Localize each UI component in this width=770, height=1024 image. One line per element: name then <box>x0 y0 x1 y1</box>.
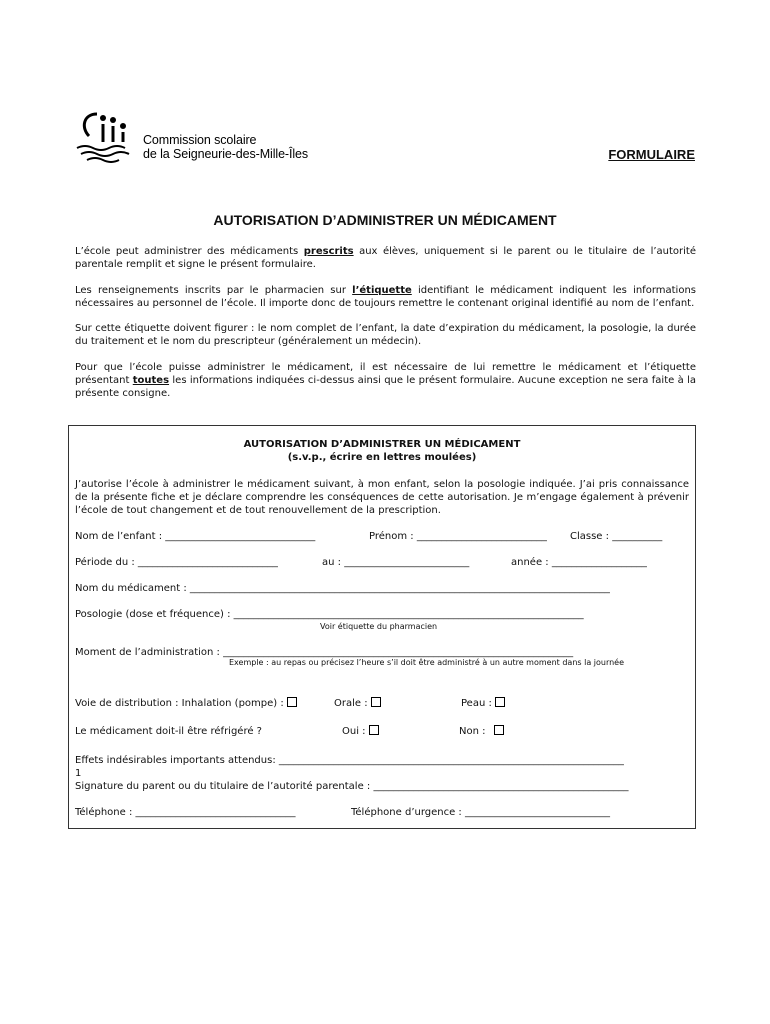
page-number: 1 <box>75 768 82 779</box>
emergency-phone-field[interactable]: Téléphone d’urgence : _____________________________ <box>351 807 610 818</box>
first-name-field[interactable]: Prénom : __________________________ <box>369 531 547 542</box>
year-field[interactable]: année : ___________________ <box>511 557 647 568</box>
route-oral <box>334 697 381 710</box>
yes-label: Oui : <box>342 726 366 737</box>
text: identifiant le médicament indiquent les informations nécessaires au personnel de l’école. Il importe donc de toujours remettre le contenant original identifié au nom de l’enfant. <box>75 285 696 309</box>
refrigeration-yes <box>342 725 379 738</box>
route-label <box>75 697 297 710</box>
phone-field[interactable]: Téléphone : ________________________________ <box>75 807 296 818</box>
no-label: Non : <box>459 726 486 737</box>
organization-name <box>143 133 308 161</box>
period-from-field[interactable]: Période du : ____________________________ <box>75 557 278 568</box>
administration-time-field[interactable]: Moment de l’administration : ______________________________________________________________________ <box>75 647 574 658</box>
form-subtitle: (s.v.p., écrire en lettres moulées) <box>287 452 477 463</box>
form-title: AUTORISATION D’ADMINISTRER UN MÉDICAMENT <box>243 439 521 450</box>
text: aux élèves, uniquement si le parent ou le titulaire de l’autorité parentale remplit et signe le présent formulaire. <box>75 246 696 270</box>
yes-checkbox[interactable] <box>369 725 379 735</box>
signature-field[interactable]: Signature du parent ou du titulaire de l’autorité parentale : ___________________________________________________ <box>75 781 629 792</box>
org-line-1: Commission scolaire <box>143 133 257 147</box>
text: Pour que l’école puisse administrer le médicament, il est nécessaire de lui remettre le médicament et l’étiquette présentant <box>75 362 696 386</box>
authorization-form <box>68 425 696 829</box>
text: Les renseignements inscrits par le pharmacien sur <box>75 285 353 296</box>
refrigeration-question: Le médicament doit-il être réfrigéré ? <box>75 726 262 737</box>
emphasis: prescrits <box>303 246 354 257</box>
skin-checkbox[interactable] <box>495 697 505 707</box>
period-to-field[interactable]: au : _________________________ <box>322 557 470 568</box>
paragraph-label <box>75 284 696 310</box>
paragraph-requirements <box>75 361 696 400</box>
class-field[interactable]: Classe : __________ <box>570 531 663 542</box>
skin-label: Peau : <box>461 698 492 709</box>
org-line-2: de la Seigneurie-des-Mille-Îles <box>143 147 309 161</box>
route-skin <box>461 697 505 710</box>
oral-checkbox[interactable] <box>371 697 381 707</box>
child-name-field[interactable]: Nom de l’enfant : ______________________________ <box>75 531 316 542</box>
text: L’école peut administrer des médicaments <box>75 246 304 257</box>
dosage-hint: Voir étiquette du pharmacien <box>320 622 438 631</box>
emphasis: l’étiquette <box>352 285 412 296</box>
no-checkbox[interactable] <box>494 725 504 735</box>
oral-label: Orale : <box>334 698 368 709</box>
school-board-logo <box>75 108 135 163</box>
dosage-field[interactable]: Posologie (dose et fréquence) : ______________________________________________________________________ <box>75 609 584 620</box>
paragraph-label-contents: Sur cette étiquette doivent figurer : le nom complet de l’enfant, la date d’expiration du médicament, la posologie, la durée du traitement et le nom du prescripteur (généralement un médecin). <box>75 323 696 347</box>
route-inhalation-label: Voie de distribution : Inhalation (pompe) : <box>75 698 284 709</box>
administration-time-hint: Exemple : au repas ou précisez l’heure s’il doit être administré à un autre moment dans la journée <box>229 658 625 667</box>
document-type-label: FORMULAIRE <box>608 147 695 162</box>
emphasis: toutes <box>132 375 170 386</box>
page-title: AUTORISATION D’ADMINISTRER UN MÉDICAMENT <box>213 212 557 228</box>
medication-name-field[interactable]: Nom du médicament : ____________________________________________________________________________________ <box>75 583 610 594</box>
side-effects-field[interactable]: Effets indésirables importants attendus: _____________________________________________________________________ <box>75 755 624 766</box>
text: les informations indiquées ci-dessus ainsi que le présent formulaire. Aucune exception ne sera faite à la présente consigne. <box>75 375 697 399</box>
paragraph-prescribed <box>75 245 696 271</box>
authorization-statement: J’autorise l’école à administrer le médicament suivant, à mon enfant, selon la posologie indiquée. J’ai pris connaissance de la présente fiche et je déclare comprendre les conséquences de cette autorisation. Je m’engage également à prévenir l’école de tout changement et de tout renouvellement de la prescription. <box>75 479 689 516</box>
refrigeration-no <box>459 725 504 738</box>
form-title-block <box>69 438 695 464</box>
inhalation-checkbox[interactable] <box>287 697 297 707</box>
